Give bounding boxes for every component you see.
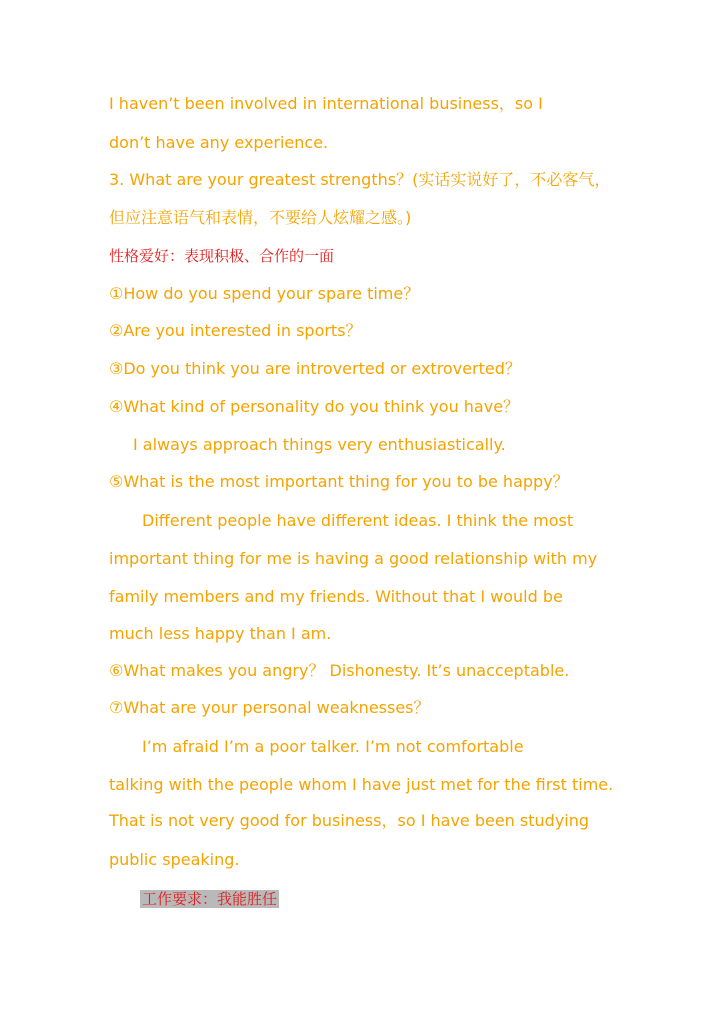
sub-question-2: ②Are you interested in sports？ <box>109 321 362 340</box>
answer-line: public speaking. <box>109 850 240 869</box>
question-3-note: 但应注意语气和表情，不要给人炫耀之感。) <box>109 208 412 227</box>
answer-line: much less happy than I am. <box>109 624 332 643</box>
highlighted-heading-text: 工作要求：我能胜任 <box>142 890 278 908</box>
answer-line: Different people have different ideas. I think the most <box>142 511 574 530</box>
answer-line: I haven’t been involved in international business，so I <box>109 94 543 113</box>
answer-line: I’m afraid I’m a poor talker. I’m not comfortable <box>142 737 524 756</box>
answer-line: don’t have any experience. <box>109 133 329 152</box>
answer-line: I always approach things very enthusiastically. <box>133 435 506 454</box>
sub-question-5: ⑤What is the most important thing for you to be happy？ <box>109 472 569 491</box>
answer-line: family members and my friends. Without that I would be <box>109 587 563 606</box>
answer-line: talking with the people whom I have just met for the first time. <box>109 775 614 794</box>
sub-question-3: ③Do you think you are introverted or extroverted？ <box>109 359 521 378</box>
question-3: 3. What are your greatest strengths？(实话实说好了，不必客气， <box>109 170 611 189</box>
answer-line: important thing for me is having a good relationship with my <box>109 549 598 568</box>
sub-question-6: ⑥What makes you angry？ Dishonesty. It’s unacceptable. <box>109 661 570 680</box>
sub-question-4: ④What kind of personality do you think you have？ <box>109 397 520 416</box>
sub-question-1: ①How do you spend your spare time？ <box>109 284 420 303</box>
answer-line: That is not very good for business，so I have been studying <box>109 811 590 830</box>
section-heading: 性格爱好：表现积极、合作的一面 <box>109 247 335 265</box>
highlighted-heading <box>140 889 279 909</box>
sub-question-7: ⑦What are your personal weaknesses？ <box>109 698 430 717</box>
